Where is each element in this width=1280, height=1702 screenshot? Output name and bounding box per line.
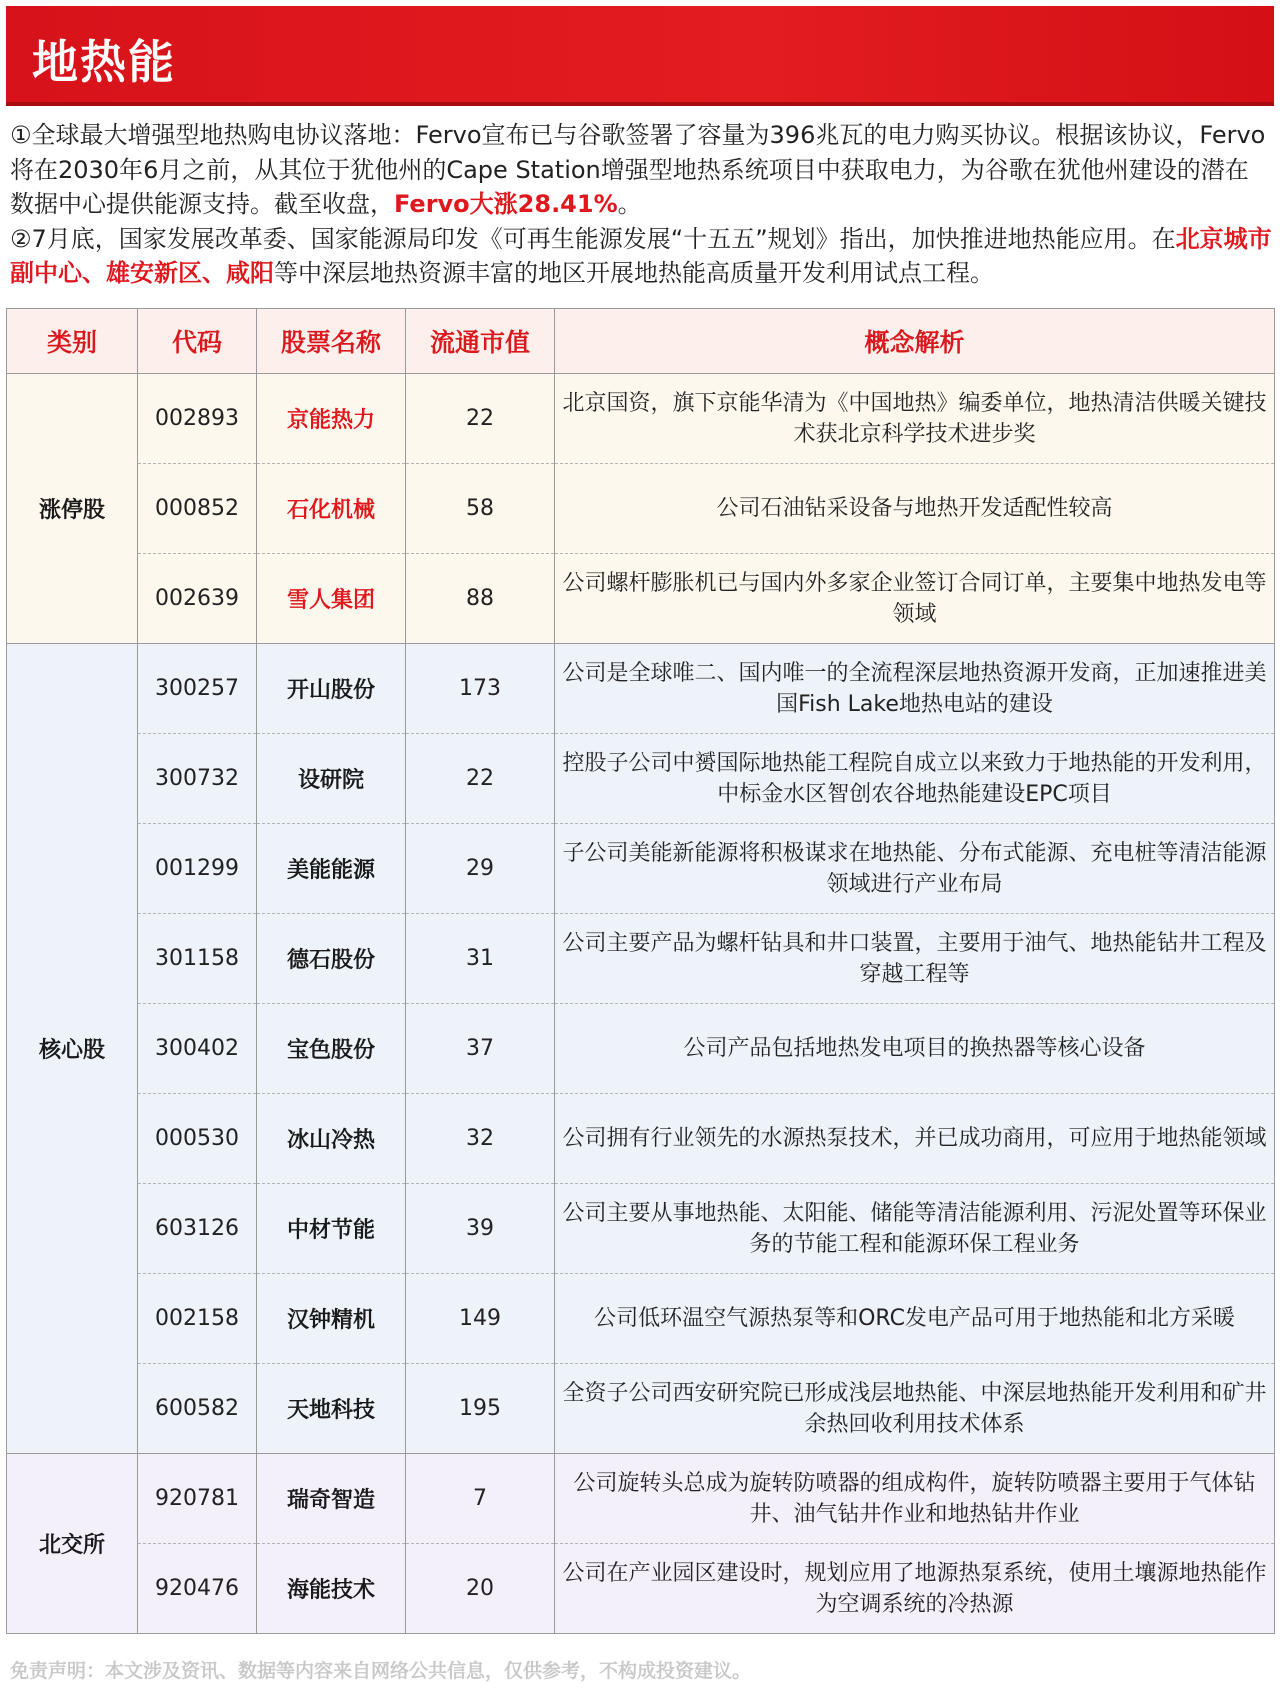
intro-text <box>10 118 1272 291</box>
concept-cell: 公司石油钻采设备与地热开发适配性较高 <box>555 464 1275 554</box>
intro-p1-highlight: Fervo大涨28.41% <box>394 190 618 218</box>
intro-p2-text: ②7月底，国家发展改革委、国家能源局印发《可再生能源发展“十五五”规划》指出，加快推进地热能应用。在 <box>10 224 1176 253</box>
market-cap-cell: 195 <box>406 1364 555 1454</box>
stock-name-cell: 京能热力 <box>257 374 406 464</box>
table-row <box>7 464 1275 554</box>
market-cap-cell: 29 <box>406 824 555 914</box>
stock-name-cell: 宝色股份 <box>257 1004 406 1094</box>
table-row <box>7 644 1275 734</box>
table-body <box>7 374 1275 1634</box>
concept-cell: 全资子公司西安研究院已形成浅层地热能、中深层地热能开发利用和矿井余热回收利用技术体系 <box>555 1364 1275 1454</box>
market-cap-cell: 173 <box>406 644 555 734</box>
stock-name-cell: 设研院 <box>257 734 406 824</box>
header-name: 股票名称 <box>257 309 406 374</box>
market-cap-cell: 22 <box>406 374 555 464</box>
code-cell: 002639 <box>138 554 257 644</box>
code-cell: 301158 <box>138 914 257 1004</box>
category-cell: 北交所 <box>7 1454 138 1634</box>
market-cap-cell: 31 <box>406 914 555 1004</box>
market-cap-cell: 20 <box>406 1544 555 1634</box>
stock-name-cell: 德石股份 <box>257 914 406 1004</box>
category-cell: 核心股 <box>7 644 138 1454</box>
stock-name-cell: 瑞奇智造 <box>257 1454 406 1544</box>
code-cell: 000852 <box>138 464 257 554</box>
intro-p1-text: ①全球最大增强型地热购电协议落地：Fervo宣布已与谷歌签署了容量为396兆瓦的电力购买协议。根据该协议，Fervo将在2030年6月之前，从其位于犹他州的Cape Station增强型地热系统项目中获取电力，为谷歌在犹他州建设的潜在数据中心提供能源支持。截至收盘， <box>10 121 1266 218</box>
intro-paragraph-2 <box>10 222 1272 291</box>
table-row <box>7 374 1275 464</box>
concept-cell: 公司在产业园区建设时，规划应用了地源热泵系统，使用土壤源地热能作为空调系统的冷热源 <box>555 1544 1275 1634</box>
code-cell: 920476 <box>138 1544 257 1634</box>
table-row <box>7 1094 1275 1184</box>
header-concept: 概念解析 <box>555 309 1275 374</box>
market-cap-cell: 58 <box>406 464 555 554</box>
stock-name-cell: 海能技术 <box>257 1544 406 1634</box>
code-cell: 000530 <box>138 1094 257 1184</box>
stock-name-cell: 中材节能 <box>257 1184 406 1274</box>
table-row <box>7 734 1275 824</box>
concept-cell: 公司螺杆膨胀机已与国内外多家企业签订合同订单，主要集中地热发电等领域 <box>555 554 1275 644</box>
stock-name-cell: 雪人集团 <box>257 554 406 644</box>
concept-cell: 控股子公司中赟国际地热能工程院自成立以来致力于地热能的开发利用，中标金水区智创农谷地热能建设EPC项目 <box>555 734 1275 824</box>
market-cap-cell: 37 <box>406 1004 555 1094</box>
concept-cell: 公司拥有行业领先的水源热泵技术，并已成功商用，可应用于地热能领域 <box>555 1094 1275 1184</box>
stock-name-cell: 汉钟精机 <box>257 1274 406 1364</box>
stock-name-cell: 冰山冷热 <box>257 1094 406 1184</box>
concept-cell: 公司低环温空气源热泵等和ORC发电产品可用于地热能和北方采暖 <box>555 1274 1275 1364</box>
table-row <box>7 914 1275 1004</box>
concept-cell: 公司产品包括地热发电项目的换热器等核心设备 <box>555 1004 1275 1094</box>
code-cell: 300257 <box>138 644 257 734</box>
code-cell: 001299 <box>138 824 257 914</box>
stocks-table <box>6 308 1275 1634</box>
market-cap-cell: 88 <box>406 554 555 644</box>
table-row <box>7 1274 1275 1364</box>
concept-cell: 公司主要产品为螺杆钻具和井口装置，主要用于油气、地热能钻井工程及穿越工程等 <box>555 914 1275 1004</box>
code-cell: 603126 <box>138 1184 257 1274</box>
header-cap: 流通市值 <box>406 309 555 374</box>
table-row <box>7 1184 1275 1274</box>
intro-paragraph-1 <box>10 118 1272 222</box>
stock-name-cell: 美能能源 <box>257 824 406 914</box>
market-cap-cell: 32 <box>406 1094 555 1184</box>
intro-p2-end: 等中深层地热资源丰富的地区开展地热能高质量开发利用试点工程。 <box>274 259 994 287</box>
code-cell: 002158 <box>138 1274 257 1364</box>
intro-p2-highlight: 北京城市副中心、雄安新区、咸阳 <box>10 224 1272 287</box>
code-cell: 300402 <box>138 1004 257 1094</box>
concept-cell: 子公司美能新能源将积极谋求在地热能、分布式能源、充电桩等清洁能源领域进行产业布局 <box>555 824 1275 914</box>
market-cap-cell: 22 <box>406 734 555 824</box>
code-cell: 600582 <box>138 1364 257 1454</box>
title-banner <box>6 6 1274 106</box>
code-cell: 300732 <box>138 734 257 824</box>
stock-name-cell: 天地科技 <box>257 1364 406 1454</box>
table-row <box>7 1364 1275 1454</box>
category-cell: 涨停股 <box>7 374 138 644</box>
concept-cell: 北京国资，旗下京能华清为《中国地热》编委单位，地热清洁供暖关键技术获北京科学技术进步奖 <box>555 374 1275 464</box>
concept-cell: 公司旋转头总成为旋转防喷器的组成构件，旋转防喷器主要用于气体钻井、油气钻井作业和地热钻井作业 <box>555 1454 1275 1544</box>
table-row <box>7 554 1275 644</box>
table-row <box>7 824 1275 914</box>
header-code: 代码 <box>138 309 257 374</box>
table-row <box>7 1004 1275 1094</box>
market-cap-cell: 7 <box>406 1454 555 1544</box>
stock-name-cell: 开山股份 <box>257 644 406 734</box>
market-cap-cell: 39 <box>406 1184 555 1274</box>
code-cell: 002893 <box>138 374 257 464</box>
code-cell: 920781 <box>138 1454 257 1544</box>
table-header-row <box>7 309 1275 374</box>
disclaimer: 免责声明：本文涉及资讯、数据等内容来自网络公共信息，仅供参考，不构成投资建议。 <box>10 1660 752 1682</box>
intro-p1-end: 。 <box>617 190 642 218</box>
page-title: 地热能 <box>32 35 176 89</box>
concept-cell: 公司主要从事地热能、太阳能、储能等清洁能源利用、污泥处置等环保业务的节能工程和能源环保工程业务 <box>555 1184 1275 1274</box>
table-row <box>7 1544 1275 1634</box>
concept-cell: 公司是全球唯二、国内唯一的全流程深层地热资源开发商，正加速推进美国Fish Lake地热电站的建设 <box>555 644 1275 734</box>
stock-name-cell: 石化机械 <box>257 464 406 554</box>
market-cap-cell: 149 <box>406 1274 555 1364</box>
table-row <box>7 1454 1275 1544</box>
header-category: 类别 <box>7 309 138 374</box>
